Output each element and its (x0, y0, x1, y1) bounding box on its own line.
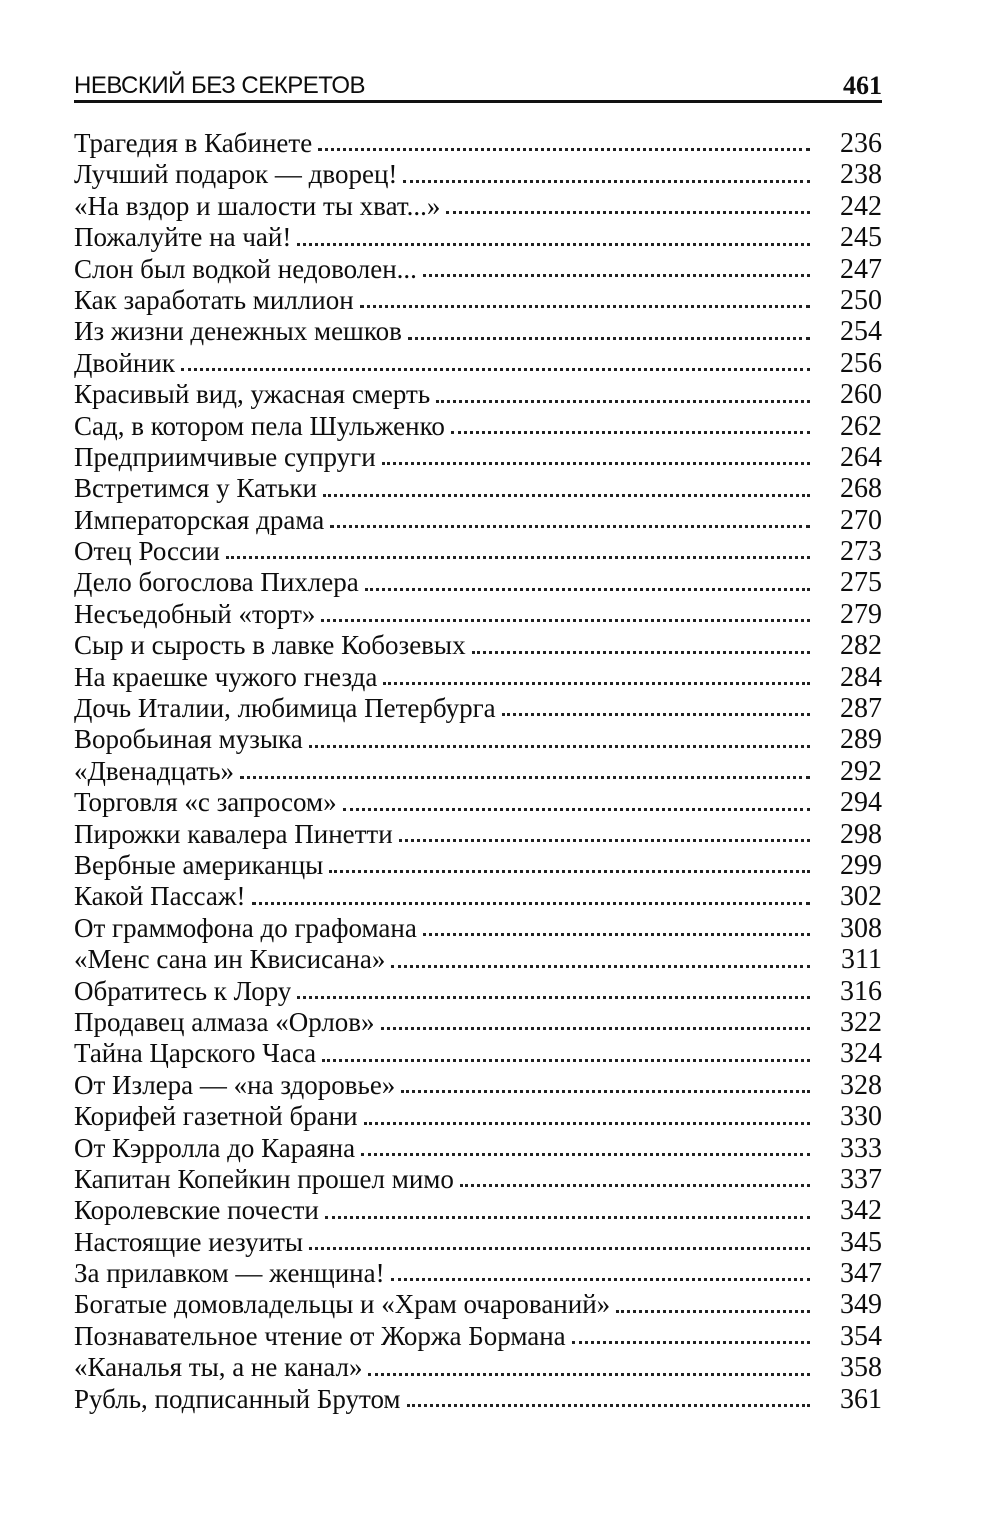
dot-leader (382, 460, 810, 465)
toc-entry-page: 256 (840, 347, 882, 379)
toc-entry-page: 273 (840, 536, 882, 568)
dot-leader (297, 994, 810, 999)
dot-leader (446, 209, 810, 214)
dot-leader (451, 429, 810, 434)
toc-entry-page: 345 (840, 1226, 882, 1258)
toc-entry-page: 328 (840, 1069, 882, 1101)
dot-leader (309, 743, 810, 748)
toc-entry (74, 159, 882, 190)
toc-entry (74, 1227, 882, 1258)
toc-entry (74, 442, 882, 473)
toc-entry-page: 324 (840, 1038, 882, 1070)
toc-entry (74, 222, 882, 253)
dot-leader (368, 1371, 810, 1376)
toc-entry-title: Воробьиная музыка (74, 724, 303, 755)
toc-entry (74, 850, 882, 881)
toc-entry (74, 1038, 882, 1069)
toc-entry (74, 693, 882, 724)
dot-leader (401, 1088, 810, 1093)
toc-entry (74, 1070, 882, 1101)
toc-entry-title: За прилавком — женщина! (74, 1258, 385, 1289)
toc-entry-page: 316 (840, 975, 882, 1007)
toc-entry-page: 287 (840, 693, 882, 725)
toc-entry-title: Несъедобный «торт» (74, 598, 316, 629)
toc-entry-page: 284 (840, 661, 882, 693)
toc-entry (74, 1352, 882, 1383)
toc-entry-page: 262 (840, 410, 882, 442)
dot-leader (252, 900, 811, 905)
toc-entry (74, 473, 882, 504)
toc-entry-page: 236 (840, 128, 882, 159)
toc-entry (74, 630, 882, 661)
toc-entry-title: Пожалуйте на чай! (74, 222, 292, 253)
toc-entry-title: Встретимся у Катьки (74, 473, 317, 504)
toc-entry (74, 599, 882, 630)
toc-entry-title: Богатые домовладельцы и «Храм очарований» (74, 1289, 611, 1320)
toc-entry-title: Из жизни денежных мешков (74, 316, 402, 347)
dot-leader (323, 492, 810, 497)
toc-entry-page: 337 (840, 1163, 882, 1195)
dot-leader (436, 398, 810, 403)
dot-leader (330, 523, 810, 528)
toc-entry (74, 316, 882, 347)
toc-entry (74, 1384, 882, 1415)
toc-entry-page: 282 (840, 630, 882, 662)
toc-entry-title: Отец России (74, 536, 220, 567)
toc-entry-title: Двойник (74, 347, 175, 378)
toc-entry-title: Лучший подарок — дворец! (74, 159, 398, 190)
toc-entry-title: От граммофона до графомана (74, 912, 417, 943)
toc-entry-page: 308 (840, 912, 882, 944)
toc-entry (74, 756, 882, 787)
toc-entry (74, 536, 882, 567)
toc-entry-title: Королевские почести (74, 1195, 319, 1226)
toc-entry-page: 268 (840, 473, 882, 505)
dot-leader (181, 366, 810, 371)
toc-entry (74, 724, 882, 755)
toc-entry-title: Слон был водкой недоволен... (74, 253, 417, 284)
dot-leader (360, 303, 810, 308)
toc-entry (74, 505, 882, 536)
dot-leader (408, 335, 810, 340)
toc-entry-page: 254 (840, 316, 882, 348)
toc-entry-title: Красивый вид, ужасная смерть (74, 379, 431, 410)
toc-entry-title: Познавательное чтение от Жоржа Бормана (74, 1320, 566, 1351)
dot-leader (240, 774, 810, 779)
dot-leader (318, 146, 810, 151)
toc-entry-title: Предприимчивые супруги (74, 441, 376, 472)
dot-leader (321, 617, 810, 622)
toc-entry (74, 411, 882, 442)
dot-leader (381, 1025, 810, 1030)
toc-entry-title: «Менс сана ин Квисисана» (74, 944, 386, 975)
dot-leader (460, 1182, 810, 1187)
toc-entry (74, 1007, 882, 1038)
toc-entry-title: Императорская драма (74, 504, 325, 535)
toc-entry-page: 354 (840, 1320, 882, 1352)
toc-entry-page: 264 (840, 441, 882, 473)
toc-entry (74, 662, 882, 693)
toc-entry-title: Сыр и сырость в лавке Кобозевых (74, 630, 466, 661)
toc-entry-title: Трагедия в Кабинете (74, 128, 313, 158)
toc-entry (74, 1195, 882, 1226)
toc-entry (74, 881, 882, 912)
toc-entry-page: 270 (840, 504, 882, 536)
toc-entry-title: Как заработать миллион (74, 284, 354, 315)
toc-entry-title: Какой Пассаж! (74, 881, 246, 912)
toc-entry-title: Вербные американцы (74, 849, 324, 880)
dot-leader (572, 1339, 810, 1344)
dot-leader (322, 1057, 810, 1062)
toc-entry (74, 285, 882, 316)
dot-leader (472, 649, 810, 654)
toc-entry (74, 1164, 882, 1195)
dot-leader (364, 1120, 810, 1125)
page-number: 461 (843, 71, 882, 100)
toc-entry-page: 311 (841, 944, 882, 976)
book-title: НЕВСКИЙ БЕЗ СЕКРЕТОВ (74, 72, 366, 99)
toc-entry-page: 302 (840, 881, 882, 913)
toc-entry-title: Настоящие иезуиты (74, 1226, 304, 1257)
toc-entry-page: 275 (840, 567, 882, 599)
toc-entry-page: 292 (840, 755, 882, 787)
toc-entry (74, 944, 882, 975)
toc-entry-page: 330 (840, 1101, 882, 1133)
toc-entry-page: 349 (840, 1289, 882, 1321)
table-of-contents (74, 128, 882, 1415)
toc-entry-page: 247 (840, 253, 882, 285)
toc-entry-title: Продавец алмаза «Орлов» (74, 1006, 375, 1037)
dot-leader (226, 554, 810, 559)
toc-entry-page: 358 (840, 1352, 882, 1384)
toc-entry-title: Обратитесь к Лору (74, 975, 292, 1006)
running-header (74, 66, 882, 103)
toc-entry-page: 260 (840, 379, 882, 411)
dot-leader (391, 963, 810, 968)
toc-entry-page: 289 (840, 724, 882, 756)
toc-entry-title: Торговля «с запросом» (74, 787, 337, 818)
toc-entry-page: 250 (840, 284, 882, 316)
toc-entry (74, 976, 882, 1007)
dot-leader (423, 931, 810, 936)
toc-entry (74, 1101, 882, 1132)
dot-leader (391, 1276, 810, 1281)
toc-entry (74, 913, 882, 944)
dot-leader (343, 806, 810, 811)
dot-leader (365, 586, 810, 591)
toc-entry-title: Сад, в котором пела Шульженко (74, 410, 445, 441)
toc-entry-title: Капитан Копейкин прошел мимо (74, 1163, 454, 1194)
dot-leader (502, 711, 810, 716)
toc-entry-page: 333 (840, 1132, 882, 1164)
toc-entry (74, 1133, 882, 1164)
toc-entry-page: 299 (840, 849, 882, 881)
toc-entry (74, 1289, 882, 1320)
dot-leader (309, 1245, 810, 1250)
toc-entry-title: Дело богослова Пихлера (74, 567, 359, 598)
dot-leader (297, 241, 810, 246)
toc-entry (74, 191, 882, 222)
toc-entry (74, 567, 882, 598)
toc-entry-title: «На вздор и шалости ты хват...» (74, 190, 441, 221)
toc-entry (74, 128, 882, 159)
toc-entry-page: 298 (840, 818, 882, 850)
toc-entry (74, 1321, 882, 1352)
toc-entry-page: 342 (840, 1195, 882, 1227)
toc-entry-title: Дочь Италии, любимица Петербурга (74, 693, 496, 724)
toc-entry-page: 322 (840, 1006, 882, 1038)
toc-entry-title: Пирожки кавалера Пинетти (74, 818, 393, 849)
toc-entry (74, 348, 882, 379)
dot-leader (423, 272, 810, 277)
toc-entry-title: «Двенадцать» (74, 755, 235, 786)
toc-entry (74, 379, 882, 410)
toc-entry-page: 242 (840, 190, 882, 222)
toc-entry (74, 819, 882, 850)
dot-leader (403, 178, 810, 183)
dot-leader (325, 1214, 810, 1219)
toc-entry-page: 294 (840, 787, 882, 819)
toc-entry-title: От Излера — «на здоровье» (74, 1069, 396, 1100)
dot-leader (616, 1308, 810, 1313)
toc-entry (74, 787, 882, 818)
toc-entry (74, 254, 882, 285)
toc-entry-title: Рубль, подписанный Брутом (74, 1383, 401, 1414)
toc-entry-page: 238 (840, 159, 882, 191)
toc-entry-page: 245 (840, 222, 882, 254)
toc-entry-page: 279 (840, 598, 882, 630)
toc-entry-page: 347 (840, 1258, 882, 1290)
toc-entry-title: На краешке чужого гнезда (74, 661, 378, 692)
toc-entry-page: 361 (840, 1383, 882, 1415)
toc-entry (74, 1258, 882, 1289)
dot-leader (329, 868, 810, 873)
dot-leader (399, 837, 810, 842)
dot-leader (383, 680, 810, 685)
dot-leader (407, 1402, 810, 1407)
toc-entry-title: Корифей газетной брани (74, 1101, 358, 1132)
toc-entry-title: От Кэрролла до Караяна (74, 1132, 356, 1163)
dot-leader (361, 1151, 810, 1156)
toc-entry-title: «Каналья ты, а не канал» (74, 1352, 363, 1383)
toc-entry-title: Тайна Царского Часа (74, 1038, 317, 1069)
